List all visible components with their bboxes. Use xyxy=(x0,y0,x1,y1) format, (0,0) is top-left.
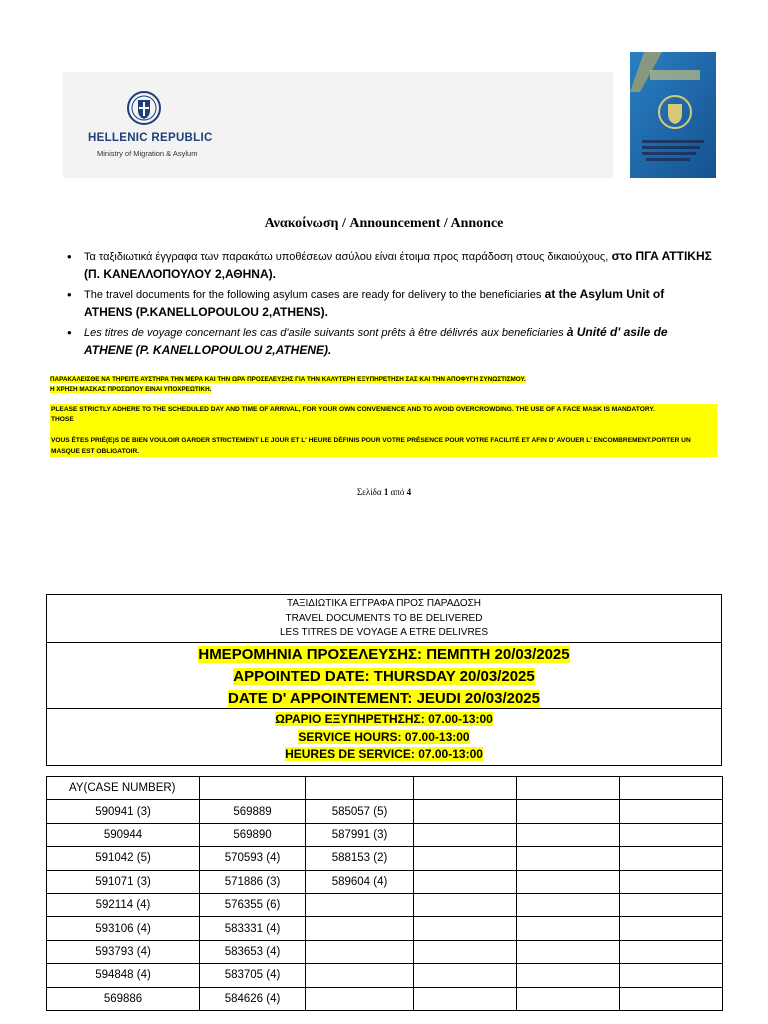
announcement-bullets xyxy=(64,248,714,362)
greek-emblem-icon xyxy=(126,90,162,126)
delivery-info-table xyxy=(46,594,722,766)
table-row xyxy=(47,893,723,916)
notice-greek: ΠΑΡΑΚΑΛΕΙΣΘΕ ΝΑ ΤΗΡΕΙΤΕ ΑΥΣΤΗΡΑ ΤΗΝ ΜΕΡΑ ΚΑΙ ΤΗΝ ΩΡΑ ΠΡΟΣΕΛΕΥΣΗΣ ΓΙΑ ΤΗΝ ΚΑΛΥΤΕΡΗ ΕΞΥΠΗΡΕΤΗΣΗ ΣΑΣ ΚΑΙ ΤΗΝ ΑΠΟΦΥΓΗ ΣΥΝΩΣΤΙΣΜΟΥ. Η ΧΡΗΣΗ ΜΑΣΚΑΣ ΠΡΟΣΩΠΟΥ ΕΙΝΑΙ ΥΠΟΧΡΕΩΤΙΚΗ. xyxy=(50,376,526,393)
notice-en-fr xyxy=(50,404,717,457)
case-cell: 576355 (6) xyxy=(200,893,306,916)
passport-image xyxy=(630,52,716,178)
case-cell xyxy=(306,893,414,916)
documents-heading: ΤΑΞΙΔΙΩΤΙΚΑ ΕΓΓΡΑΦΑ ΠΡΟΣ ΠΑΡΑΔΟΣΗ TRAVEL DOCUMENTS TO BE DELIVERED LES TITRES DE VOYAGE A ETRE DELIVRES xyxy=(47,595,721,643)
notice-french: VOUS ÊTES PRIÉ(E)S DE BIEN VOULOIR GARDER STRICTEMENT LE JOUR ET L' HEURE DÉFINIS POUR VOTRE PRÉSENCE POUR VOTRE FACILITÉ ET AFIN D' AVOUER L' ENCOMBREMENT.PORTER UN MASQUE EST OBLIGATOIR. xyxy=(51,437,691,455)
case-cell: 584626 (4) xyxy=(200,987,306,1010)
table-header-row xyxy=(47,777,723,800)
case-cell: 570593 (4) xyxy=(200,847,306,870)
bullet-english: • The travel documents for the following asylum cases are ready for delivery to the beneficiaries at the Asylum Unit of ATHENS (P.KANELLOPOULOU 2,ATHENS). xyxy=(64,286,714,322)
page-number: Σελίδα 1 από 4 xyxy=(356,487,412,497)
case-cell xyxy=(306,987,414,1010)
bullet-greek: • Τα ταξιδιωτικά έγγραφα των παρακάτω υποθέσεων ασύλου είναι έτοιμα προς παράδοση στους δικαιούχους, στο ΠΓΑ ΑΤΤΙΚΗΣ (Π. ΚΑΝΕΛΛΟΠΟΥΛΟΥ 2,ΑΘΗΝΑ). xyxy=(64,248,714,284)
case-cell: 583331 (4) xyxy=(200,917,306,940)
case-cell: 591042 (5) xyxy=(47,847,200,870)
service-hours: ΩΡΑΡΙΟ ΕΞΥΠΗΡΕΤΗΣΗΣ: 07.00-13:00 SERVICE HOURS: 07.00-13:00 HEURES DE SERVICE: 07.00-13:00 xyxy=(275,712,493,761)
case-cell xyxy=(306,964,414,987)
case-cell: 589604 (4) xyxy=(306,870,414,893)
case-cell: 594848 (4) xyxy=(47,964,200,987)
case-cell: 585057 (5) xyxy=(306,800,414,823)
notice-english-cont: THOSE xyxy=(51,416,74,423)
bullet-french: • Les titres de voyage concernant les cas d'asile suivants sont prêts à être délivrés aux beneficiaries à Unité d' asile de ATHENE (P. KANELLOPOULOU 2,ATHENE). xyxy=(64,324,714,360)
case-cell: 569886 xyxy=(47,987,200,1010)
announcement-title: Ανακοίνωση / Announcement / Annonce xyxy=(264,216,504,231)
case-cell: 590944 xyxy=(47,823,200,846)
case-cell: 569889 xyxy=(200,800,306,823)
case-number-header: AY(CASE NUMBER) xyxy=(47,777,200,800)
case-cell: 593106 (4) xyxy=(47,917,200,940)
appointment-date: ΗΜΕΡΟΜΗΝΙΑ ΠΡΟΣΕΛΕΥΣΗΣ: ΠΕΜΠΤΗ 20/03/2025 APPOINTED DATE: THURSDAY 20/03/2025 DATE D' APPOINTEMENT: JEUDI 20/03/2025 xyxy=(47,643,721,709)
table-row xyxy=(47,987,723,1010)
case-cell: 583653 (4) xyxy=(200,940,306,963)
table-row xyxy=(47,823,723,846)
case-cell: 571886 (3) xyxy=(200,870,306,893)
case-cell: 588153 (2) xyxy=(306,847,414,870)
case-cell xyxy=(306,917,414,940)
case-cell: 569890 xyxy=(200,823,306,846)
table-row xyxy=(47,847,723,870)
case-cell: 590941 (3) xyxy=(47,800,200,823)
case-cell xyxy=(306,940,414,963)
case-cell: 583705 (4) xyxy=(200,964,306,987)
table-row xyxy=(47,940,723,963)
case-cell: 587991 (3) xyxy=(306,823,414,846)
table-row xyxy=(47,917,723,940)
org-name: HELLENIC REPUBLIC xyxy=(88,132,213,144)
table-row xyxy=(47,964,723,987)
ministry-name: Ministry of Migration & Asylum xyxy=(97,149,198,158)
case-numbers-table xyxy=(46,776,723,1011)
notice-english: PLEASE STRICTLY ADHERE TO THE SCHEDULED DAY AND TIME OF ARRIVAL, FOR YOUR OWN CONVENIENCE AND TO AVOID OVERCROWDING. THE USE OF A FACE MASK IS MANDATORY. xyxy=(51,406,655,413)
case-cell: 592114 (4) xyxy=(47,893,200,916)
table-row xyxy=(47,800,723,823)
case-cell: 591071 (3) xyxy=(47,870,200,893)
table-row xyxy=(47,870,723,893)
case-cell: 593793 (4) xyxy=(47,940,200,963)
